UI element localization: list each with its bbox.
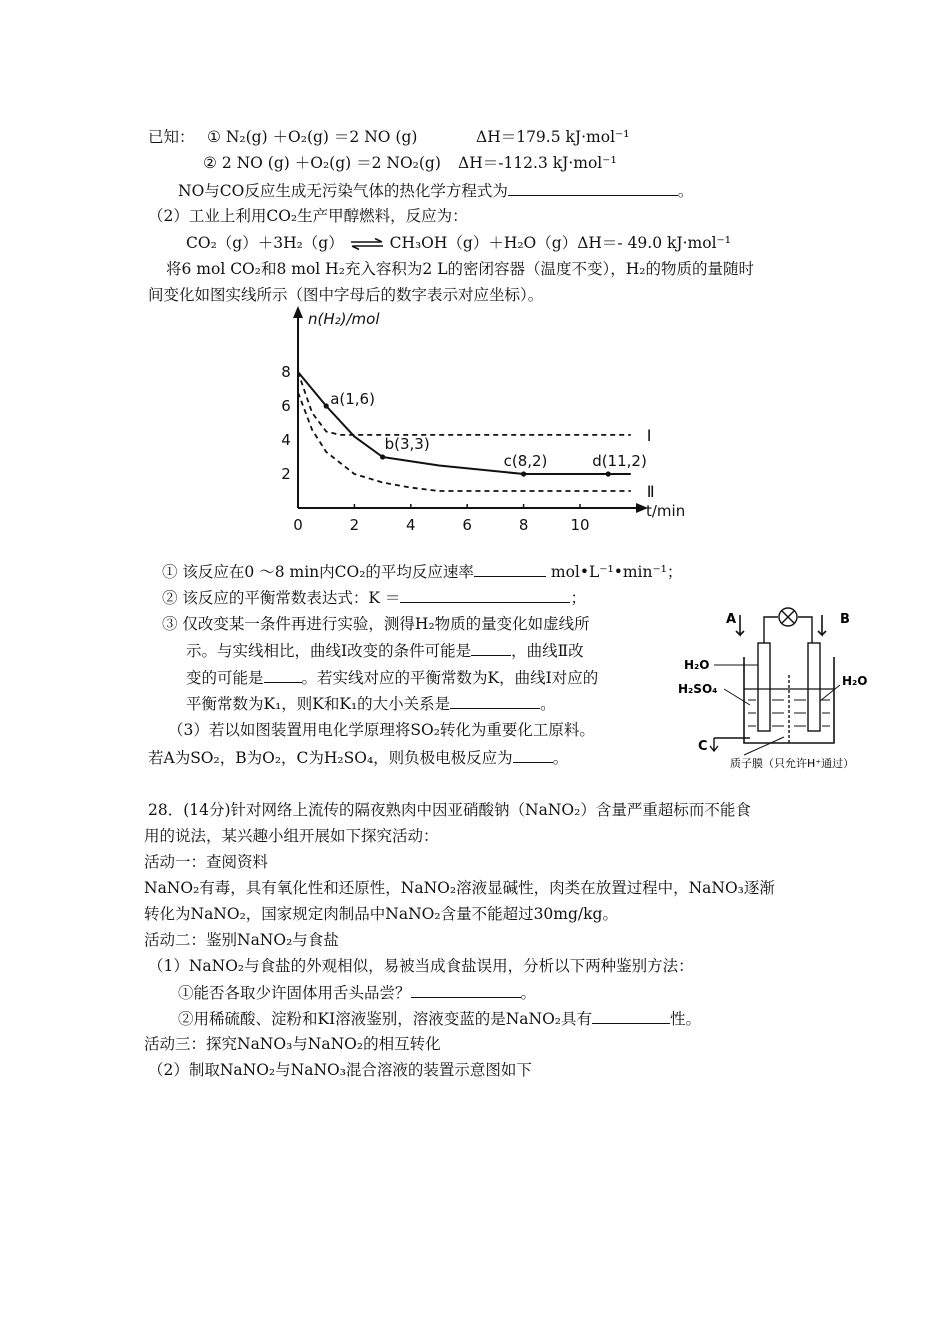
data-point-label: d(11,2) xyxy=(592,452,647,470)
y-axis-label: n(H₂)/mol xyxy=(308,310,380,328)
question-rate: ① 该反应在0 ～8 min内CO₂的平均反应速率 mol•L⁻¹•min⁻¹； xyxy=(162,563,683,581)
description-line-1: 将6 mol CO₂和8 mol H₂充入容积为2 L的密闭容器（温度不变），H₂的物质的量随时 xyxy=(166,260,754,278)
label-a: A xyxy=(726,612,737,627)
curve-label-i: Ⅰ xyxy=(646,425,652,445)
y-tick-label: 8 xyxy=(281,363,291,381)
question-3-line-3: 变的可能是 。若实线对应的平衡常数为K，曲线Ⅰ对应的 xyxy=(186,669,599,687)
label-b: B xyxy=(840,612,850,627)
x-tick-label: 2 xyxy=(349,516,360,534)
x-tick-label: 6 xyxy=(462,516,472,534)
label-h2so4: H₂SO₄ xyxy=(678,682,718,696)
known-label: 已知： xyxy=(148,128,195,146)
data-point xyxy=(380,454,385,459)
q28-line-10: 活动三：探究NaNO₃与NaNO₂的相互转化 xyxy=(144,1035,441,1053)
membrane-caption: 质子膜（只允许H⁺通过） xyxy=(730,757,855,770)
q28-line-9: ②用稀硫酸、淀粉和KI溶液鉴别，溶液变蓝的是NaNO₂具有 性。 xyxy=(178,1010,702,1028)
series-line-solid xyxy=(298,372,631,474)
methanol-reaction: CO₂（g）＋3H₂（g） CH₃OH（g）＋H₂O（g）ΔH＝- 49.0 kJ·mol⁻¹ xyxy=(186,234,731,252)
curve-ii-blank[interactable] xyxy=(264,667,302,683)
part3-line-1: （3）若以如图装置用电化学原理将SO₂转化为重要化工原料。 xyxy=(168,721,595,739)
k-expression-blank[interactable] xyxy=(400,587,570,603)
question-3-line-2: 示。与实线相比，曲线Ⅰ改变的条件可能是 ，曲线Ⅱ改 xyxy=(186,642,584,660)
equilibrium-arrow-icon xyxy=(349,238,385,250)
x-tick-label: 0 xyxy=(293,516,303,534)
y-axis-arrow-icon xyxy=(293,306,303,318)
label-h2o-left: H₂O xyxy=(684,658,710,672)
q28-line-7: （1）NaNO₂与食盐的外观相似，易被当成食盐误用，分析以下两种鉴别方法： xyxy=(148,957,694,975)
q28-line-4: NaNO₂有毒，具有氧化性和还原性，NaNO₂溶液显碱性，肉类在放置过程中，NaNO₃逐渐 xyxy=(144,879,775,897)
equation-2-dh: ΔH＝-112.3 kJ·mol⁻¹ xyxy=(458,154,617,172)
property-blank[interactable] xyxy=(592,1008,670,1024)
taste-blank[interactable] xyxy=(411,982,521,998)
h2-amount-chart xyxy=(270,302,690,532)
question-thermo-equation: NO与CO反应生成无污染气体的热化学方程式为 。 xyxy=(178,182,694,200)
lamp-icon xyxy=(779,608,797,626)
question-3-line-4: 平衡常数为K₁，则K和K₁的大小关系是 。 xyxy=(186,695,556,713)
y-tick-label: 2 xyxy=(281,465,291,483)
curve-label-ii: Ⅱ xyxy=(646,482,655,501)
label-h2o-right: H₂O xyxy=(842,674,868,688)
y-tick-label: 6 xyxy=(281,397,291,415)
equation-1-dh: ΔH＝179.5 kJ·mol⁻¹ xyxy=(476,128,630,146)
q28-line-5: 转化为NaNO₂，国家规定肉制品中NaNO₂含量不能超过30mg/kg。 xyxy=(144,905,618,923)
answer-blank[interactable] xyxy=(508,180,678,196)
question-k-expression: ② 该反应的平衡常数表达式：K ＝ ； xyxy=(162,589,586,607)
inlet-a-arrow-icon xyxy=(736,615,744,635)
data-point-label: a(1,6) xyxy=(330,390,375,408)
q28-line-8: ①能否各取少许固体用舌头品尝？ 。 xyxy=(178,984,537,1002)
x-tick-label: 8 xyxy=(518,516,529,534)
equation-2: ② 2 NO (g) ＋O₂(g) ＝2 NO₂(g) xyxy=(203,154,441,172)
label-c: C xyxy=(698,739,708,754)
q28-line-6: 活动二：鉴别NaNO₂与食盐 xyxy=(144,931,339,949)
curve-i-blank[interactable] xyxy=(471,640,511,656)
q28-line-11: （2）制取NaNO₂与NaNO₃混合溶液的装置示意图如下 xyxy=(148,1061,532,1079)
part3-line-2: 若A为SO₂，B为O₂，C为H₂SO₄，则负极电极反应为 。 xyxy=(148,749,569,767)
x-tick-label: 4 xyxy=(406,516,416,534)
data-point xyxy=(324,403,329,408)
rate-blank[interactable] xyxy=(474,561,546,577)
description-line-2: 间变化如图实线所示（图中字母后的数字表示对应坐标）。 xyxy=(148,286,544,304)
data-point xyxy=(521,471,526,476)
x-tick-label: 10 xyxy=(570,516,590,534)
x-axis-label: t/min xyxy=(646,502,686,520)
data-point xyxy=(606,471,611,476)
q28-line-2: 用的说法，某兴趣小组开展如下探究活动： xyxy=(144,827,439,845)
q28-line-1: 28．(14分)针对网络上流传的隔夜熟肉中因亚硝酸钠（NaNO₂）含量严重超标而不能食 xyxy=(148,801,751,819)
inlet-b-arrow-icon xyxy=(818,615,826,635)
fuel-cell-apparatus xyxy=(674,605,874,770)
data-point-label: c(8,2) xyxy=(503,452,548,470)
part2-intro: （2）工业上利用CO₂生产甲醇燃料，反应为： xyxy=(148,207,468,225)
y-tick-label: 4 xyxy=(281,431,291,449)
k-compare-blank[interactable] xyxy=(450,693,540,709)
q28-line-3: 活动一：查阅资料 xyxy=(144,853,269,871)
equation-1: ① N₂(g) ＋O₂(g) ＝2 NO (g) xyxy=(207,128,418,146)
anode-equation-blank[interactable] xyxy=(513,747,553,763)
data-point-label: b(3,3) xyxy=(384,435,430,453)
question-3-line-1: ③ 仅改变某一条件再进行实验，测得H₂物质的量变化如虚线所 xyxy=(162,615,590,633)
